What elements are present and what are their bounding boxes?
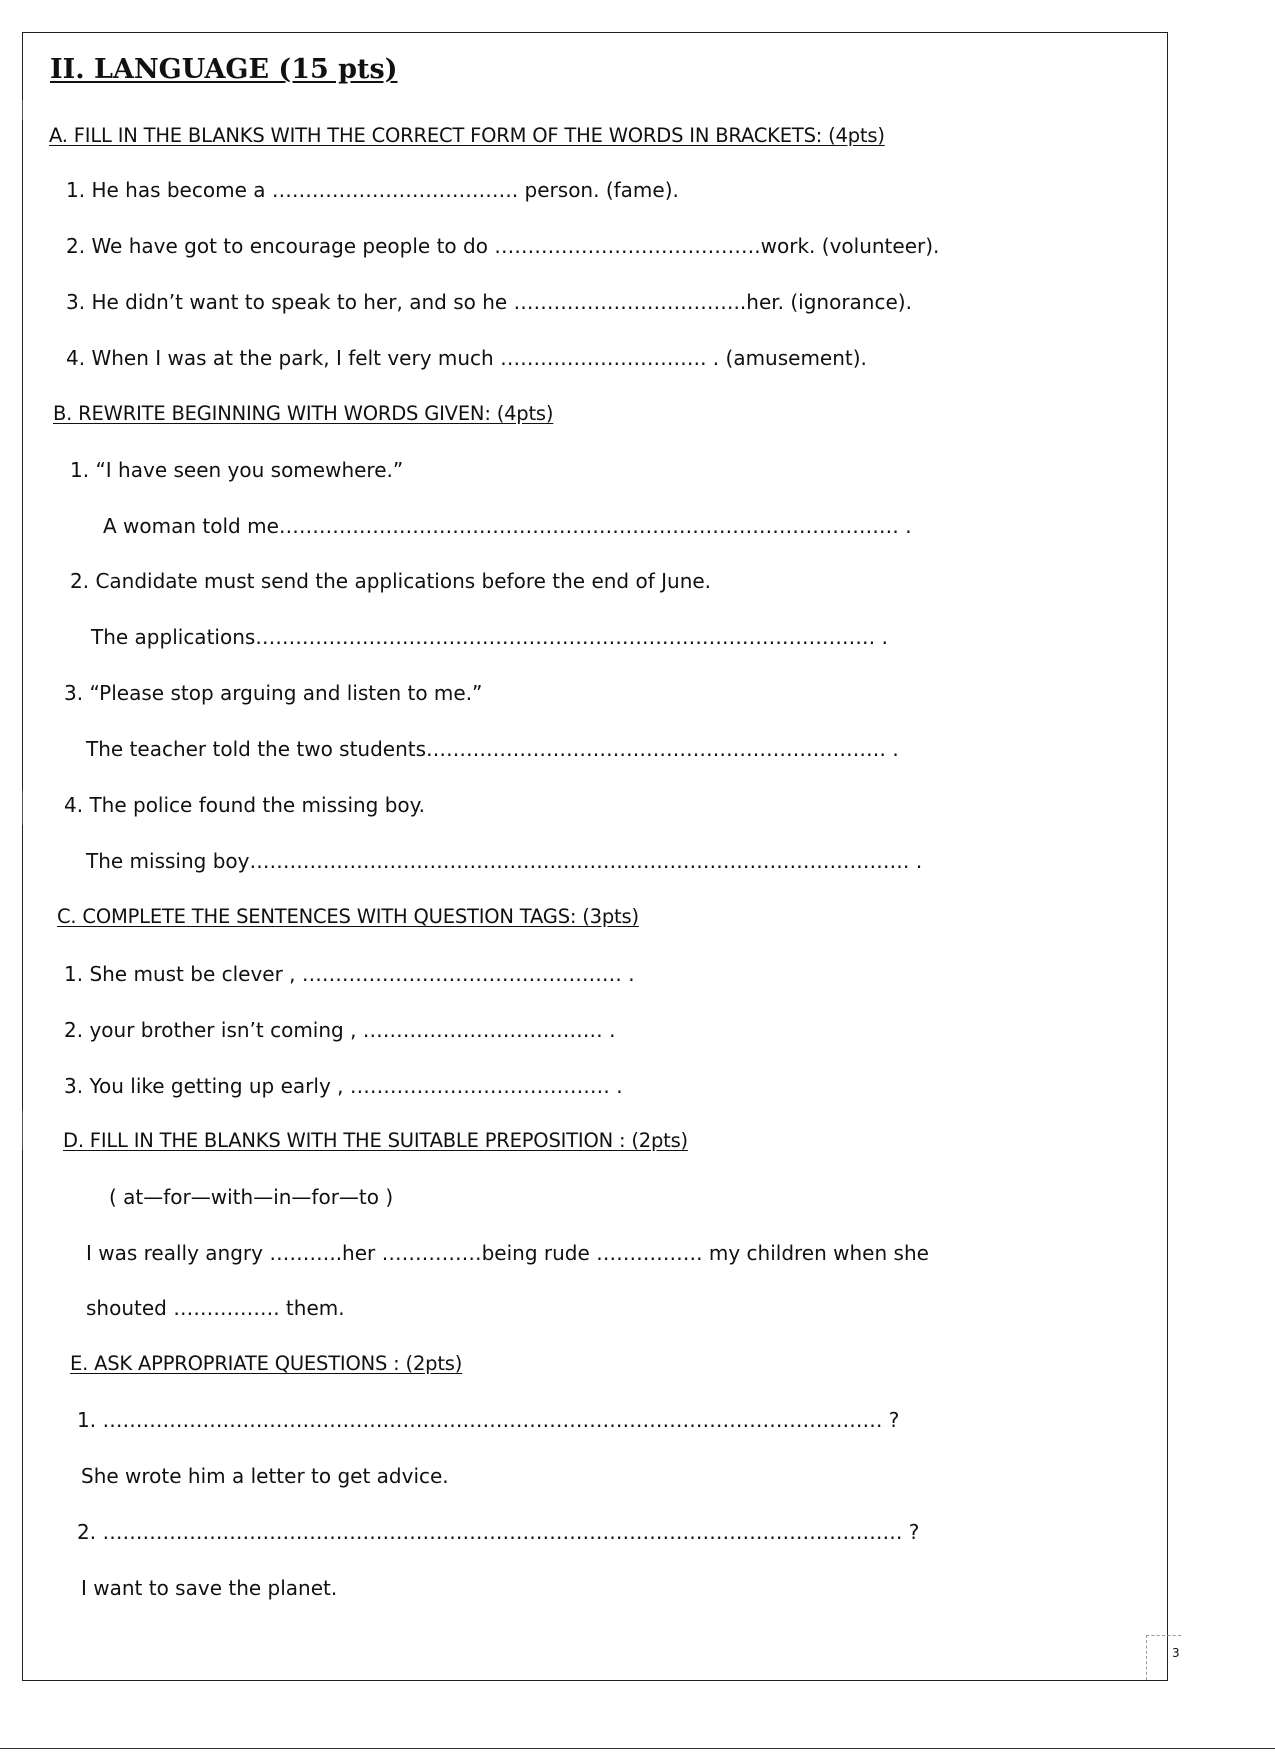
section-c-item: 1. She must be clever , ………………………………………… . [64, 962, 635, 986]
preposition-options: ( at—for—with—in—for—to ) [109, 1185, 394, 1209]
section-a-item: 4. When I was at the park, I felt very much …………………………. . (amusement). [66, 346, 867, 370]
margin-mark [22, 100, 23, 120]
section-a-item: 3. He didn’t want to speak to her, and so he ……………………………..her. (ignorance). [66, 290, 912, 314]
section-b-answer-line: The applications………………………………………………………………………………… . [91, 625, 889, 649]
section-e-answer: I want to save the planet. [81, 1576, 338, 1600]
margin-mark [22, 790, 23, 825]
section-a-heading: A. FILL IN THE BLANKS WITH THE CORRECT FORM OF THE WORDS IN BRACKETS: (4pts) [49, 124, 885, 147]
section-b-prompt: 2. Candidate must send the applications before the end of June. [70, 569, 712, 593]
section-b-answer-line: The teacher told the two students…………………………………………………………… . [86, 737, 899, 761]
section-e-question-line: 1. ……………………………………………………………………………………………………… ? [77, 1408, 900, 1432]
section-b-answer-line: The missing boy……………………………………………………………………………………… . [86, 849, 923, 873]
section-a-item: 2. We have got to encourage people to do ………………………………….work. (volunteer). [66, 234, 940, 258]
section-c-heading: C. COMPLETE THE SENTENCES WITH QUESTION TAGS: (3pts) [57, 905, 639, 928]
section-b-heading: B. REWRITE BEGINNING WITH WORDS GIVEN: (4pts) [53, 402, 554, 425]
section-e-answer: She wrote him a letter to get advice. [81, 1464, 449, 1488]
section-a-item: 1. He has become a ………………………………. person. (fame). [66, 178, 679, 202]
section-b-prompt: 4. The police found the missing boy. [64, 793, 425, 817]
section-title: II. LANGUAGE (15 pts) [50, 54, 398, 85]
section-b-prompt: 1. “I have seen you somewhere.” [70, 458, 404, 482]
section-c-item: 2. your brother isn’t coming , ……………………………… . [64, 1018, 616, 1042]
section-e-question-line: 2. ………………………………………………………………………………………………………… ? [77, 1520, 920, 1544]
bottom-rule [0, 1748, 1275, 1749]
section-d-heading: D. FILL IN THE BLANKS WITH THE SUITABLE PREPOSITION : (2pts) [63, 1129, 688, 1152]
page-number: 3 [1172, 1646, 1180, 1660]
section-b-answer-line: A woman told me………………………………………………………………………………… . [103, 514, 912, 538]
section-d-sentence: shouted ……………. them. [86, 1296, 345, 1320]
margin-mark [22, 1110, 23, 1150]
section-e-heading: E. ASK APPROPRIATE QUESTIONS : (2pts) [70, 1352, 463, 1375]
section-c-item: 3. You like getting up early , ………………………………… . [64, 1074, 623, 1098]
section-d-sentence: I was really angry ………..her ……………being rude ……………. my children when she [86, 1241, 929, 1265]
section-b-prompt: 3. “Please stop arguing and listen to me.” [64, 681, 483, 705]
